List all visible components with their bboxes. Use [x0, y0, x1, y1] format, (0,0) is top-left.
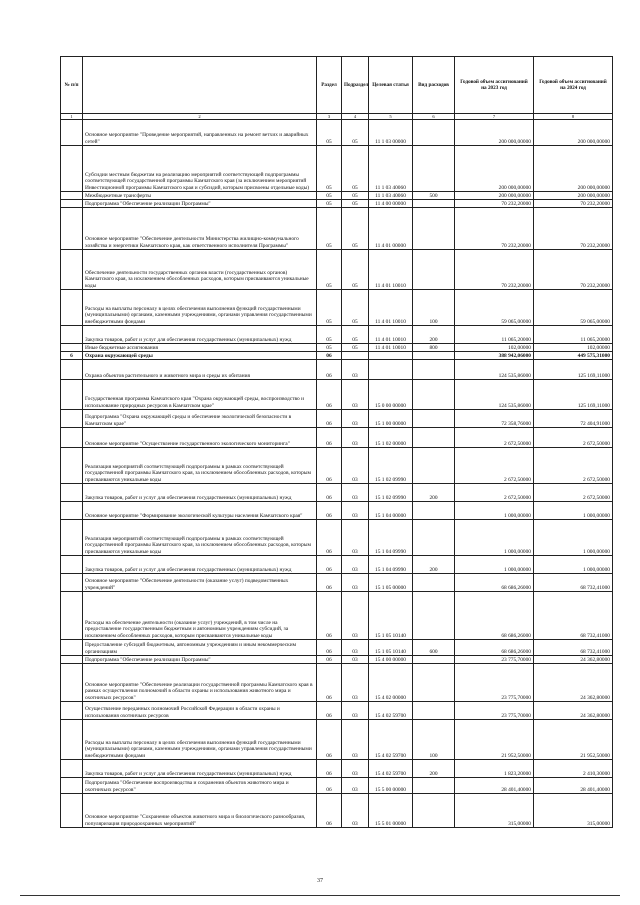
row-amount-2023: 23 775,70000 — [455, 702, 534, 720]
row-num — [61, 640, 83, 656]
row-section: 06 — [317, 380, 342, 410]
row-target-code: 15 1 04 00000 — [369, 502, 413, 520]
row-subsection: 03 — [342, 556, 369, 574]
row-amount-2023: 72 358,76000 — [455, 410, 534, 428]
row-target-code: 15 1 05 00000 — [369, 574, 413, 592]
row-section: 06 — [317, 428, 342, 448]
row-subsection: 03 — [342, 702, 369, 720]
row-num — [61, 574, 83, 592]
row-subsection: 05 — [342, 146, 369, 192]
row-amount-2023: 200 000,00000 — [455, 192, 534, 200]
header-target: Целевая статья — [369, 57, 413, 114]
row-expense-type — [413, 448, 455, 484]
row-target-code: 15 4 02 00000 — [369, 664, 413, 702]
row-name: Закупка товаров, работ и услуг для обеспечения государственных (муниципальных) нужд — [83, 760, 317, 778]
header-amount-2023: Годовой объем ассигнований на 2023 год — [455, 57, 534, 114]
table-row — [61, 502, 613, 520]
row-target-code: 11 1 03 00000 — [369, 120, 413, 146]
row-expense-type — [413, 656, 455, 664]
row-num — [61, 794, 83, 828]
row-num — [61, 120, 83, 146]
row-expense-type — [413, 352, 455, 360]
row-num — [61, 208, 83, 250]
row-amount-2024: 68 732,41000 — [534, 574, 613, 592]
row-expense-type — [413, 360, 455, 380]
table-row — [61, 146, 613, 192]
table-header-row — [61, 57, 613, 114]
row-num — [61, 484, 83, 502]
row-num — [61, 448, 83, 484]
row-amount-2024: 59 065,00000 — [534, 290, 613, 326]
row-num — [61, 326, 83, 344]
row-section: 06 — [317, 640, 342, 656]
table-row — [61, 448, 613, 484]
table-row — [61, 410, 613, 428]
row-amount-2024: 200 000,00000 — [534, 192, 613, 200]
row-subsection: 05 — [342, 120, 369, 146]
row-expense-type — [413, 702, 455, 720]
table-row — [61, 720, 613, 760]
row-amount-2023: 70 232,20000 — [455, 208, 534, 250]
row-target-code: 11 4 01 10010 — [369, 290, 413, 326]
row-subsection: 03 — [342, 448, 369, 484]
row-subsection: 03 — [342, 794, 369, 828]
row-target-code: 15 4 02 59700 — [369, 720, 413, 760]
row-amount-2024: 125 169,11000 — [534, 380, 613, 410]
column-number: 1 — [61, 114, 83, 120]
row-subsection: 05 — [342, 208, 369, 250]
row-section: 06 — [317, 556, 342, 574]
row-subsection: 05 — [342, 344, 369, 352]
row-name: Охрана окружающей среды — [83, 352, 317, 360]
table-row — [61, 664, 613, 702]
column-number: 4 — [342, 114, 369, 120]
table-row — [61, 640, 613, 656]
column-number: 3 — [317, 114, 342, 120]
table-row — [61, 592, 613, 640]
row-section: 06 — [317, 502, 342, 520]
row-num — [61, 702, 83, 720]
row-section: 06 — [317, 352, 342, 360]
row-amount-2024: 449 575,31000 — [534, 352, 613, 360]
row-amount-2024: 2 672,50000 — [534, 484, 613, 502]
row-subsection: 03 — [342, 428, 369, 448]
row-amount-2023: 68 686,26000 — [455, 574, 534, 592]
row-section: 05 — [317, 250, 342, 290]
row-name: Закупка товаров, работ и услуг для обеспечения государственных (муниципальных) нужд — [83, 484, 317, 502]
row-expense-type: 200 — [413, 556, 455, 574]
row-num — [61, 760, 83, 778]
row-section: 06 — [317, 520, 342, 556]
row-expense-type — [413, 250, 455, 290]
row-num — [61, 410, 83, 428]
row-name: Основное мероприятие "Формирование экологической культуры населения Камчатского края" — [83, 502, 317, 520]
row-name: Основное мероприятие "Обеспечение деятельности (оказание услуг) подведомственных учреждений" — [83, 574, 317, 592]
row-amount-2024: 24 362,80000 — [534, 656, 613, 664]
row-amount-2024: 28 401,40000 — [534, 778, 613, 794]
row-amount-2023: 23 775,70000 — [455, 664, 534, 702]
row-amount-2024: 70 232,20000 — [534, 250, 613, 290]
row-num — [61, 200, 83, 208]
row-expense-type — [413, 520, 455, 556]
header-expense-type: Вид расходов — [413, 57, 455, 114]
row-amount-2024: 21 952,50000 — [534, 720, 613, 760]
row-target-code: 15 5 01 00000 — [369, 794, 413, 828]
page-number: 37 — [317, 878, 323, 884]
table-row — [61, 326, 613, 344]
row-section: 06 — [317, 778, 342, 794]
row-amount-2024: 11 065,20000 — [534, 326, 613, 344]
row-amount-2023: 59 065,00000 — [455, 290, 534, 326]
row-section: 05 — [317, 290, 342, 326]
row-subsection: 03 — [342, 656, 369, 664]
row-subsection: 03 — [342, 380, 369, 410]
table-row — [61, 120, 613, 146]
row-target-code: 15 5 00 00000 — [369, 778, 413, 794]
row-amount-2024: 315,00000 — [534, 794, 613, 828]
row-expense-type — [413, 502, 455, 520]
row-subsection: 03 — [342, 640, 369, 656]
row-num — [61, 250, 83, 290]
row-expense-type — [413, 428, 455, 448]
row-subsection: 03 — [342, 520, 369, 556]
row-name: Основное мероприятие "Обеспечение деятельности Министерства жилищно-коммунального хозяйства и энергетики Камчатского края, как ответственного исполнителя Программы" — [83, 208, 317, 250]
row-section: 05 — [317, 146, 342, 192]
header-section: Раздел — [317, 57, 342, 114]
row-name: Подпрограмма "Обеспечение реализации Программы" — [83, 200, 317, 208]
row-target-code: 15 1 05 10140 — [369, 640, 413, 656]
row-subsection: 03 — [342, 484, 369, 502]
row-expense-type: 100 — [413, 290, 455, 326]
row-expense-type — [413, 410, 455, 428]
table-row — [61, 794, 613, 828]
row-target-code: 15 1 02 09990 — [369, 484, 413, 502]
row-section: 06 — [317, 592, 342, 640]
row-target-code: 11 4 01 00000 — [369, 208, 413, 250]
row-amount-2023: 23 775,70000 — [455, 656, 534, 664]
row-target-code — [369, 360, 413, 380]
row-amount-2024: 24 362,80000 — [534, 664, 613, 702]
row-subsection: 03 — [342, 360, 369, 380]
row-subsection: 03 — [342, 760, 369, 778]
row-amount-2023: 11 065,20000 — [455, 326, 534, 344]
row-expense-type — [413, 664, 455, 702]
table-row — [61, 520, 613, 556]
row-amount-2023: 200 000,00000 — [455, 146, 534, 192]
row-section: 06 — [317, 664, 342, 702]
table-body — [61, 120, 613, 828]
row-target-code: 15 1 05 10140 — [369, 592, 413, 640]
row-amount-2024: 68 732,41000 — [534, 640, 613, 656]
row-subsection: 03 — [342, 720, 369, 760]
row-num — [61, 656, 83, 664]
row-amount-2023: 68 686,26000 — [455, 592, 534, 640]
row-name: Основное мероприятие "Проведение мероприятий, направленных на ремонт ветхих и аварийных сетей" — [83, 120, 317, 146]
table-row — [61, 360, 613, 380]
column-number: 7 — [455, 114, 534, 120]
row-subsection: 05 — [342, 192, 369, 200]
header-subsection: Подраздел — [342, 57, 369, 114]
row-target-code — [369, 352, 413, 360]
row-subsection: 05 — [342, 250, 369, 290]
row-subsection: 03 — [342, 410, 369, 428]
row-section: 05 — [317, 208, 342, 250]
row-expense-type — [413, 146, 455, 192]
row-expense-type: 100 — [413, 720, 455, 760]
row-num — [61, 428, 83, 448]
row-amount-2023: 2 672,50000 — [455, 428, 534, 448]
row-name: Расходы на выплаты персоналу в целях обеспечения выполнения функций государственными (муниципальными) органами, казенными учреждениями, органами управления государственными внебюджетными фондами — [83, 720, 317, 760]
row-section: 06 — [317, 702, 342, 720]
table-row — [61, 484, 613, 502]
row-name: Реализация мероприятий соответствующей подпрограммы в рамках соответствующей государственной программы Камчатского края, за исключением обособленных расходов, которым присваиваются уникальные коды — [83, 520, 317, 556]
bottom-divider — [20, 895, 620, 896]
budget-table — [60, 56, 613, 828]
row-expense-type: 500 — [413, 192, 455, 200]
row-num — [61, 290, 83, 326]
column-number: 8 — [534, 114, 613, 120]
row-name: Осуществление переданных полномочий Российской Федерации в области охраны и использования охотничьих ресурсов — [83, 702, 317, 720]
row-subsection: 03 — [342, 574, 369, 592]
row-target-code: 11 4 01 10010 — [369, 326, 413, 344]
row-amount-2024: 70 232,20000 — [534, 200, 613, 208]
row-subsection: 03 — [342, 592, 369, 640]
row-expense-type: 800 — [413, 344, 455, 352]
table-row — [61, 428, 613, 448]
row-section: 06 — [317, 720, 342, 760]
row-target-code: 15 4 00 00000 — [369, 656, 413, 664]
row-num — [61, 592, 83, 640]
row-amount-2024: 125 169,11000 — [534, 360, 613, 380]
row-name: Охрана объектов растительного и животного мира и среды их обитания — [83, 360, 317, 380]
column-number: 6 — [413, 114, 455, 120]
row-amount-2023: 388 942,06000 — [455, 352, 534, 360]
row-target-code: 11 4 00 00000 — [369, 200, 413, 208]
row-target-code: 15 4 02 59700 — [369, 760, 413, 778]
table-row — [61, 250, 613, 290]
row-subsection: 05 — [342, 200, 369, 208]
row-num: 6 — [61, 352, 83, 360]
row-num — [61, 380, 83, 410]
table-row — [61, 380, 613, 410]
row-amount-2023: 2 672,50000 — [455, 448, 534, 484]
row-section: 05 — [317, 344, 342, 352]
row-amount-2023: 1 000,00000 — [455, 520, 534, 556]
row-expense-type — [413, 574, 455, 592]
row-subsection: 03 — [342, 778, 369, 794]
row-name: Расходы на обеспечение деятельности (оказание услуг) учреждений, в том числе на предоставление государственным бюджетным и автономным учреждениям субсидий, за исключением обособленных расходов, которым присваиваются уникальные коды — [83, 592, 317, 640]
row-num — [61, 360, 83, 380]
row-name: Реализация мероприятий соответствующей подпрограммы в рамках соответствующей государственной программы Камчатского края, за исключением обособленных расходов, которым присваиваются уникальные коды — [83, 448, 317, 484]
row-expense-type: 600 — [413, 640, 455, 656]
row-section: 05 — [317, 192, 342, 200]
row-expense-type — [413, 200, 455, 208]
table-row — [61, 344, 613, 352]
header-num: № п/п — [61, 57, 83, 114]
row-subsection: 05 — [342, 326, 369, 344]
row-amount-2023: 124 535,86000 — [455, 380, 534, 410]
row-name: Закупка товаров, работ и услуг для обеспечения государственных (муниципальных) нужд — [83, 326, 317, 344]
row-name: Основное мероприятие "Осуществление государственного экологического мониторинга" — [83, 428, 317, 448]
row-amount-2023: 28 401,40000 — [455, 778, 534, 794]
row-target-code: 15 1 04 09990 — [369, 520, 413, 556]
row-expense-type — [413, 380, 455, 410]
row-name: Закупка товаров, работ и услуг для обеспечения государственных (муниципальных) нужд — [83, 556, 317, 574]
row-name: Иные бюджетные ассигнования — [83, 344, 317, 352]
row-section: 06 — [317, 484, 342, 502]
row-amount-2024: 1 000,00000 — [534, 502, 613, 520]
row-amount-2023: 200 000,00000 — [455, 120, 534, 146]
table-row — [61, 778, 613, 794]
row-name: Подпрограмма "Обеспечение реализации Программы" — [83, 656, 317, 664]
row-amount-2024: 200 000,00000 — [534, 120, 613, 146]
row-subsection: 03 — [342, 502, 369, 520]
row-section: 06 — [317, 656, 342, 664]
header-amount-2024: Годовой объем ассигнований на 2024 год — [534, 57, 613, 114]
row-section: 05 — [317, 120, 342, 146]
row-amount-2024: 24 362,80000 — [534, 702, 613, 720]
row-amount-2023: 102,00000 — [455, 344, 534, 352]
row-amount-2024: 102,00000 — [534, 344, 613, 352]
row-target-code: 11 4 01 10010 — [369, 344, 413, 352]
row-target-code: 15 1 04 09990 — [369, 556, 413, 574]
row-name: Подпрограмма "Обеспечение воспроизводства и сохранения объектов животного мира и охотничьих ресурсов" — [83, 778, 317, 794]
row-section: 06 — [317, 360, 342, 380]
row-target-code: 15 1 02 09990 — [369, 448, 413, 484]
row-name: Подпрограмма "Охрана окружающей среды и обеспечение экологической безопасности в Камчатском крае" — [83, 410, 317, 428]
row-num — [61, 502, 83, 520]
row-num — [61, 520, 83, 556]
row-target-code: 15 1 00 00000 — [369, 410, 413, 428]
row-num — [61, 664, 83, 702]
table-row — [61, 352, 613, 360]
row-expense-type — [413, 208, 455, 250]
row-expense-type — [413, 120, 455, 146]
row-amount-2023: 70 232,20000 — [455, 250, 534, 290]
row-name: Основное мероприятие "Сохранение объектов животного мира и биологического разнообразия, популяризация природоохранных мероприятий" — [83, 794, 317, 828]
table-row — [61, 200, 613, 208]
row-target-code: 11 1 03 40060 — [369, 146, 413, 192]
row-section: 06 — [317, 410, 342, 428]
row-expense-type: 200 — [413, 326, 455, 344]
table-row — [61, 556, 613, 574]
row-section: 05 — [317, 200, 342, 208]
row-name: Субсидии местным бюджетам на реализацию мероприятий соответствующей подпрограммы соответствующей государственной программы Камчатского края (за исключением мероприятий Инвестиционной программы Камчатского края и субсидий, которым присвоены отдельные коды) — [83, 146, 317, 192]
row-name: Межбюджетные трансферты — [83, 192, 317, 200]
table-row — [61, 656, 613, 664]
row-amount-2024: 72 404,91000 — [534, 410, 613, 428]
row-target-code: 15 4 02 59700 — [369, 702, 413, 720]
header-name — [83, 57, 317, 114]
table-row — [61, 290, 613, 326]
row-expense-type — [413, 794, 455, 828]
row-name: Расходы на выплаты персоналу в целях обеспечения выполнения функций государственными (муниципальными) органами, казенными учреждениями, органами управления государственными внебюджетными фондами — [83, 290, 317, 326]
column-number: 5 — [369, 114, 413, 120]
row-section: 06 — [317, 760, 342, 778]
row-subsection — [342, 352, 369, 360]
table-row — [61, 702, 613, 720]
row-amount-2023: 124 535,86000 — [455, 360, 534, 380]
row-section: 05 — [317, 326, 342, 344]
row-target-code: 11 1 03 40060 — [369, 192, 413, 200]
row-section: 06 — [317, 574, 342, 592]
table-row — [61, 208, 613, 250]
row-amount-2024: 1 000,00000 — [534, 556, 613, 574]
row-amount-2023: 1 823,20000 — [455, 760, 534, 778]
row-expense-type: 200 — [413, 484, 455, 502]
row-num — [61, 192, 83, 200]
row-amount-2023: 21 952,50000 — [455, 720, 534, 760]
row-num — [61, 146, 83, 192]
row-name: Предоставление субсидий бюджетным, автономным учреждениям и иным некоммерческим организациям — [83, 640, 317, 656]
row-amount-2024: 70 232,20000 — [534, 208, 613, 250]
row-expense-type — [413, 592, 455, 640]
row-amount-2024: 2 672,50000 — [534, 428, 613, 448]
row-target-code: 11 4 01 10010 — [369, 250, 413, 290]
row-name: Государственная программа Камчатского края "Охрана окружающей среды, воспроизводство и использование природных ресурсов в Камчатском крае" — [83, 380, 317, 410]
row-num — [61, 344, 83, 352]
row-amount-2024: 2 672,50000 — [534, 448, 613, 484]
row-subsection: 03 — [342, 664, 369, 702]
row-subsection: 05 — [342, 290, 369, 326]
row-amount-2023: 315,00000 — [455, 794, 534, 828]
table-row — [61, 192, 613, 200]
row-expense-type: 200 — [413, 760, 455, 778]
row-name: Обеспечение деятельности государственных органов власти (государственных органов) Камчатского края, за исключением обособленных расходов, которым присваиваются уникальные коды — [83, 250, 317, 290]
column-number: 2 — [83, 114, 317, 120]
row-num — [61, 778, 83, 794]
row-amount-2024: 1 000,00000 — [534, 520, 613, 556]
row-amount-2023: 2 672,50000 — [455, 484, 534, 502]
row-target-code: 15 0 00 00000 — [369, 380, 413, 410]
row-expense-type — [413, 778, 455, 794]
table-row — [61, 760, 613, 778]
row-amount-2023: 68 686,26000 — [455, 640, 534, 656]
row-num — [61, 720, 83, 760]
row-amount-2024: 2 410,30000 — [534, 760, 613, 778]
row-amount-2024: 68 732,41000 — [534, 592, 613, 640]
row-amount-2023: 1 000,00000 — [455, 502, 534, 520]
row-target-code: 15 1 02 00000 — [369, 428, 413, 448]
row-amount-2024: 200 000,00000 — [534, 146, 613, 192]
row-amount-2023: 1 000,00000 — [455, 556, 534, 574]
row-section: 06 — [317, 794, 342, 828]
row-num — [61, 556, 83, 574]
table-row — [61, 574, 613, 592]
row-section: 06 — [317, 448, 342, 484]
row-amount-2023: 70 232,20000 — [455, 200, 534, 208]
row-name: Основное мероприятие "Обеспечение реализации государственной программы Камчатского края в рамках осуществления полномочий в области охраны и использования животного мира и охотничьих ресурсов" — [83, 664, 317, 702]
